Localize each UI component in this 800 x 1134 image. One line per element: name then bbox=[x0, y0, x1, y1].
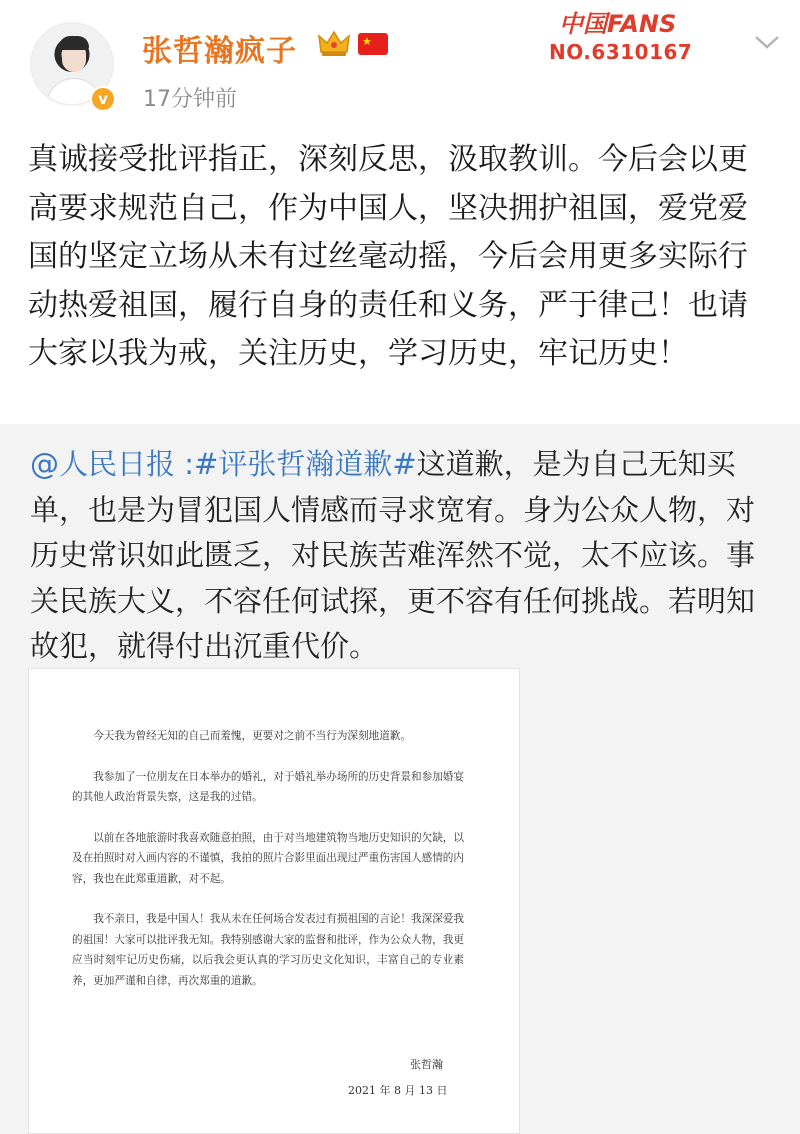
letter-paragraph: 以前在各地旅游时我喜欢随意拍照，由于对当地建筑物当地历史知识的欠缺，以及在拍照时对入画内容的不谨慎，我拍的照片合影里面出现过严重伤害国人感情的内容，我也在此郑重道歉，对不起。 bbox=[72, 831, 464, 885]
post-time: 17分钟前 bbox=[143, 87, 237, 112]
letter-paragraph: 今天我为曾经无知的自己而羞愧，更要对之前不当行为深刻地道歉。 bbox=[93, 730, 411, 742]
post-text: 真诚接受批评指正，深刻反思，汲取教训。今后会以更高要求规范自己，作为中国人，坚决拥护祖国，爱党爱国的坚定立场从未有过丝毫动摇，今后会用更多实际行动热爱祖国，履行自身的责任和义务，严于律己！也请大家以我为戒，关注历史，学习历史，牢记历史！ bbox=[28, 142, 748, 371]
fans-badge-number: NO.6310167 bbox=[549, 40, 693, 64]
letter-date: 2021 年 8 月 13 日 bbox=[348, 1084, 448, 1097]
repost-body: 这道歉，是为自己无知买单，也是为冒犯国人情感而寻求宽宥。身为公众人物，对历史常识如此匮乏，对民族苦难浑然不觉，太不应该。事关民族大义，不容任何试探，更不容有任何挑战。若明知故犯，就得付出沉重代价。 bbox=[30, 447, 756, 663]
china-fans-badge bbox=[545, 2, 720, 70]
separator: : bbox=[175, 447, 195, 481]
letter-paragraph: 我参加了一位朋友在日本举办的婚礼，对于婚礼举办场所的历史背景和参加婚宴的其他人政治背景失察，这是我的过错。 bbox=[72, 770, 464, 803]
hashtag-link[interactable]: #评张哲瀚道歉# bbox=[194, 447, 417, 481]
chevron-down-icon[interactable] bbox=[754, 34, 780, 50]
crown-icon bbox=[318, 30, 350, 58]
post-header bbox=[0, 0, 800, 120]
username[interactable]: 张哲瀚疯子 bbox=[142, 34, 297, 69]
china-flag-icon: ★ bbox=[358, 33, 388, 55]
letter-signature: 张哲瀚 bbox=[410, 1058, 443, 1071]
verified-badge-icon: v bbox=[90, 86, 116, 112]
repost-text bbox=[30, 442, 776, 670]
mention-link[interactable]: @人民日报 bbox=[30, 447, 176, 481]
letter-paragraph: 我不亲日，我是中国人！我从未在任何场合发表过有损祖国的言论！我深深爱我的祖国！大家可以批评我无知。我特别感谢大家的监督和批评，作为公众人物，我更应当时刻牢记历史伤痛，以后我会更认真的学习历史文化知识，丰富自己的专业素养，更加严谨和自律，再次郑重的道歉。 bbox=[72, 913, 464, 987]
fans-badge-title: 中国FANS bbox=[559, 10, 677, 38]
letter-body bbox=[72, 726, 464, 1011]
